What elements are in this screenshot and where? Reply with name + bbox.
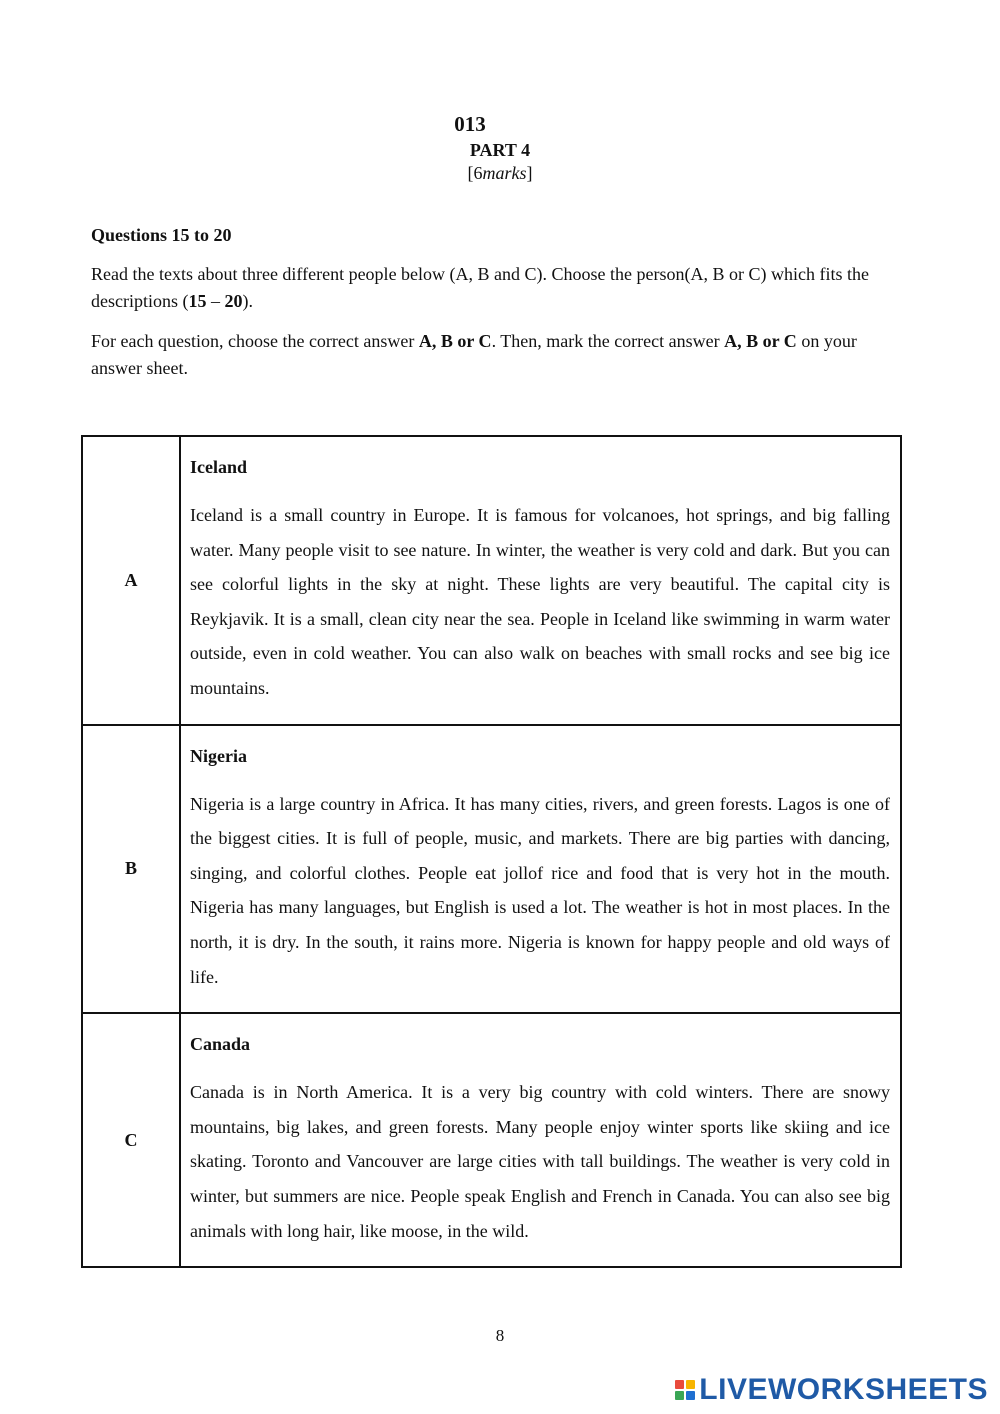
- country-title: Iceland: [190, 457, 248, 477]
- instruction-paragraph-1: Read the texts about three different people below (A, B and C). Choose the person(A, B or C) which fits the descriptions (15 – 20).: [91, 264, 869, 311]
- brand-watermark: [675, 1373, 988, 1407]
- logo-square-icon: [686, 1380, 695, 1389]
- marks-label: [6marks]: [467, 163, 533, 183]
- document-code: 013: [454, 112, 486, 136]
- country-description: Canada is in North America. It is a very big country with cold winters. There are snowy mountains, big lakes, and green forests. Many people enjoy winter sports like skiing and ice skating. Toronto and Vancouver are large cities with tall buildings. The weather is very cold in winter, but summers are nice. People speak English and French in Canada. You can also see big animals with long hair, like moose, in the wild.: [190, 1082, 890, 1241]
- logo-square-icon: [675, 1391, 684, 1400]
- country-title: Canada: [190, 1034, 251, 1055]
- logo-square-icon: [686, 1391, 695, 1400]
- row-content: [180, 436, 901, 725]
- row-content: [180, 725, 901, 1014]
- country-title: Nigeria: [190, 745, 247, 766]
- table-row: [82, 436, 901, 725]
- instruction-paragraph-2: For each question, choose the correct answer A, B or C. Then, mark the correct answer A, B or C on your answer sheet.: [91, 331, 857, 378]
- page-number: 8: [495, 1326, 505, 1345]
- table-row: [82, 1013, 901, 1267]
- row-letter: C: [82, 1013, 180, 1267]
- brand-logo-icon: [675, 1380, 695, 1400]
- texts-table: [81, 435, 902, 1268]
- country-description: Iceland is a small country in Europe. It is famous for volcanoes, hot springs, and big falling water. Many people visit to see nature. In winter, the weather is very cold and dark. But you can see colorful lights in the sky at night. These lights are very beautiful. The capital city is Reykjavik. It is a small, clean city near the sea. People in Iceland like swimming in warm water outside, even in cold weather. You can also walk on beaches with small rocks and see big ice mountains.: [190, 505, 890, 698]
- row-letter: B: [82, 725, 180, 1014]
- logo-square-icon: [675, 1380, 684, 1389]
- row-content: [180, 1013, 901, 1267]
- row-letter: A: [82, 436, 180, 725]
- brand-text: LIVEWORKSHEETS: [699, 1373, 988, 1406]
- country-description: Nigeria is a large country in Africa. It has many cities, rivers, and green forests. Lagos is one of the biggest cities. It is full of people, music, and markets. There are big parties with dancing, singing, and colorful clothes. People eat jollof rice and food that is very hot in the mouth. Nigeria has many languages, but English is used a lot. The weather is hot in most places. In the north, it is dry. In the south, it rains more. Nigeria is known for happy people and old ways of life.: [190, 793, 890, 987]
- table-row: [82, 725, 901, 1014]
- questions-title: Questions 15 to 20: [91, 225, 232, 245]
- part-heading: PART 4: [469, 140, 531, 160]
